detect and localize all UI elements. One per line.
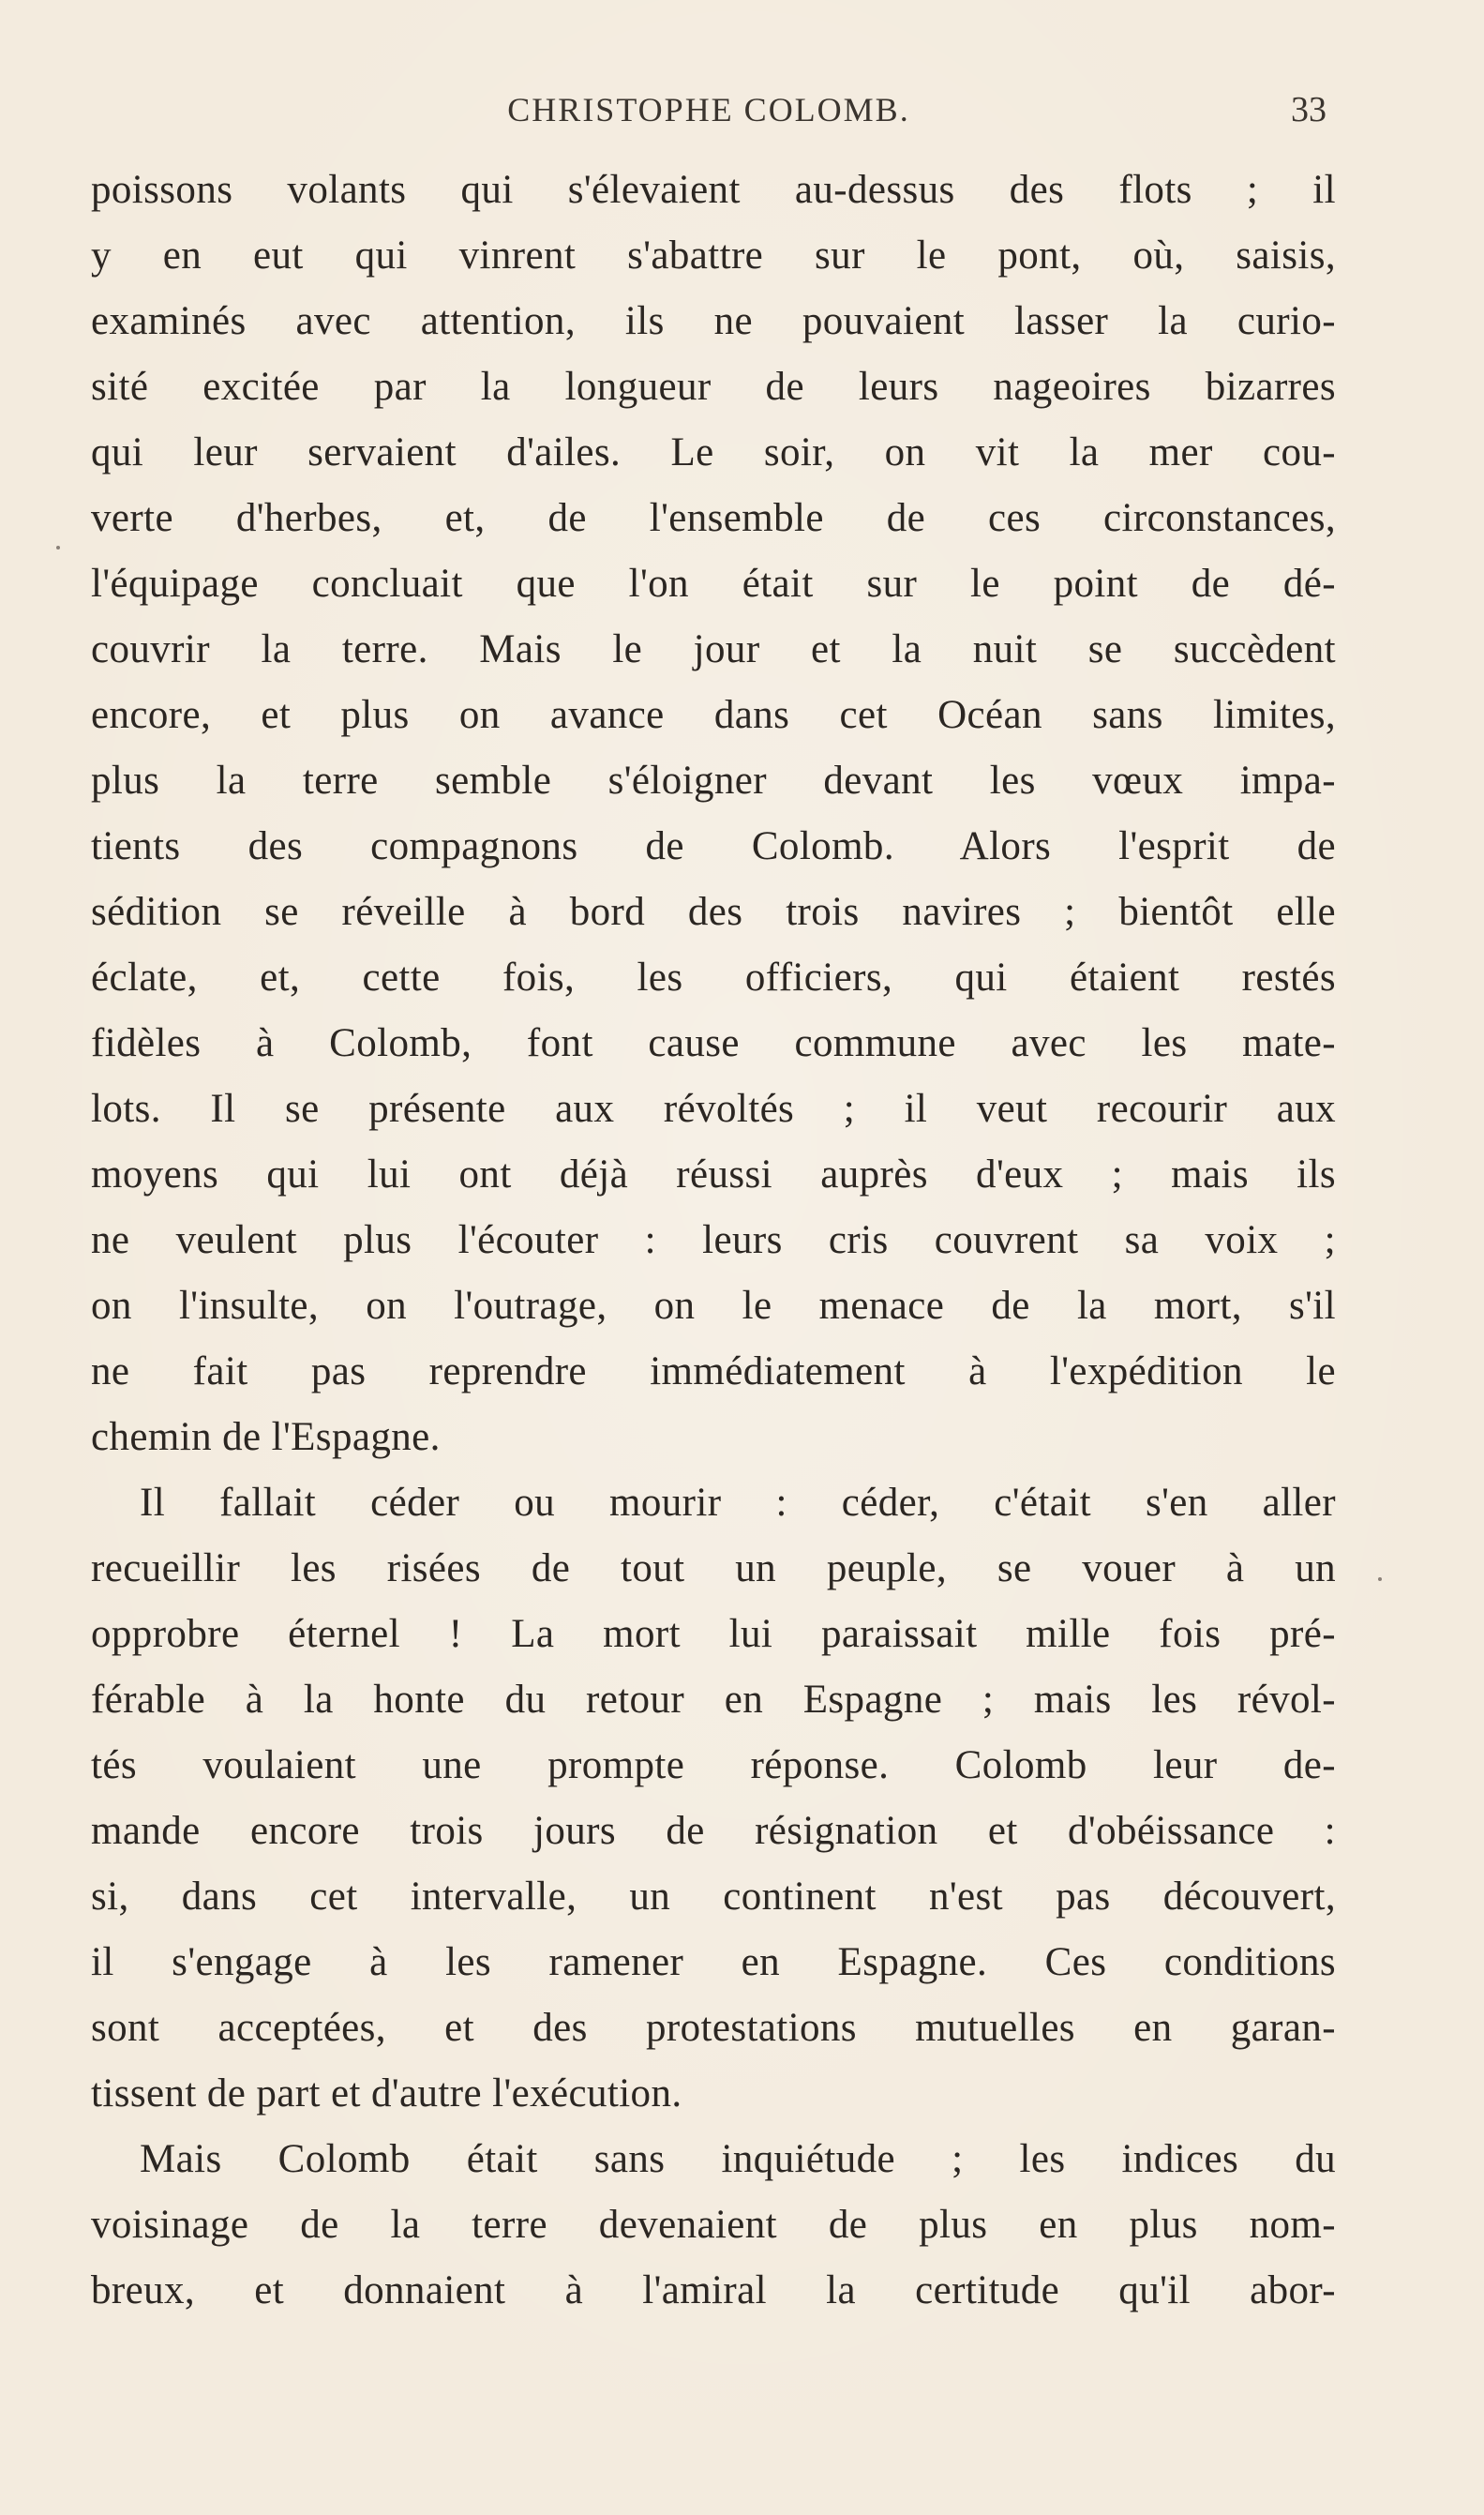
paper-speck [1378,1577,1382,1581]
text-line: éclate, et, cette fois, les officiers, qui étaient restés [91,956,1336,1000]
text-line: Il fallait céder ou mourir : céder, c'était s'en aller [140,1481,1336,1525]
text-line: fidèles à Colomb, font cause commune avec les mate- [91,1021,1336,1065]
text-line: sont acceptées, et des protestations mutuelles en garan- [91,2006,1336,2050]
text-line: mande encore trois jours de résignation et d'obéissance : [91,1809,1336,1853]
text-line: l'équipage concluait que l'on était sur le point de dé- [91,562,1336,606]
text-line: férable à la honte du retour en Espagne ; mais les révol- [91,1678,1336,1722]
text-line: sédition se réveille à bord des trois navires ; bientôt elle [91,890,1336,934]
text-line: encore, et plus on avance dans cet Océan sans limites, [91,693,1336,737]
text-line: il s'engage à les ramener en Espagne. Ces conditions [91,1940,1336,1984]
text-line: tés voulaient une prompte réponse. Colomb leur de- [91,1743,1336,1787]
text-line: ne veulent plus l'écouter : leurs cris couvrent sa voix ; [91,1218,1336,1262]
text-line: plus la terre semble s'éloigner devant les vœux impa- [91,759,1336,803]
text-line: tissent de part et d'autre l'exécution. [91,2071,682,2116]
text-line: ne fait pas reprendre immédiatement à l'expédition le [91,1349,1336,1393]
running-head [91,86,1327,133]
text-line: on l'insulte, on l'outrage, on le menace de la mort, s'il [91,1284,1336,1328]
running-title: CHRISTOPHE COLOMB. [507,91,910,128]
text-line: opprobre éternel ! La mort lui paraissait mille fois pré- [91,1612,1336,1656]
text-line: verte d'herbes, et, de l'ensemble de ces circonstances, [91,496,1336,540]
text-line: recueillir les risées de tout un peuple, se vouer à un [91,1546,1336,1590]
text-line: lots. Il se présente aux révoltés ; il veut recourir aux [91,1087,1336,1131]
text-line: chemin de l'Espagne. [91,1415,441,1459]
text-line: sité excitée par la longueur de leurs nageoires bizarres [91,365,1336,409]
body-text [91,158,1336,2324]
text-line: y en eut qui vinrent s'abattre sur le pont, où, saisis, [91,233,1336,278]
text-line: breux, et donnaient à l'amiral la certitude qu'il abor- [91,2268,1336,2312]
text-line: Mais Colomb était sans inquiétude ; les indices du [140,2137,1336,2181]
page-number: 33 [1291,90,1327,129]
text-line: moyens qui lui ont déjà réussi auprès d'eux ; mais ils [91,1152,1336,1197]
text-line: examinés avec attention, ils ne pouvaient lasser la curio- [91,299,1336,343]
text-line: tients des compagnons de Colomb. Alors l'esprit de [91,824,1336,868]
text-line: si, dans cet intervalle, un continent n'est pas découvert, [91,1875,1336,1919]
text-line: voisinage de la terre devenaient de plus en plus nom- [91,2203,1336,2247]
paper-speck [56,546,60,550]
text-line: couvrir la terre. Mais le jour et la nuit se succèdent [91,627,1336,671]
text-line: poissons volants qui s'élevaient au-dessus des flots ; il [91,168,1336,212]
text-line: qui leur servaient d'ailes. Le soir, on vit la mer cou- [91,430,1336,474]
